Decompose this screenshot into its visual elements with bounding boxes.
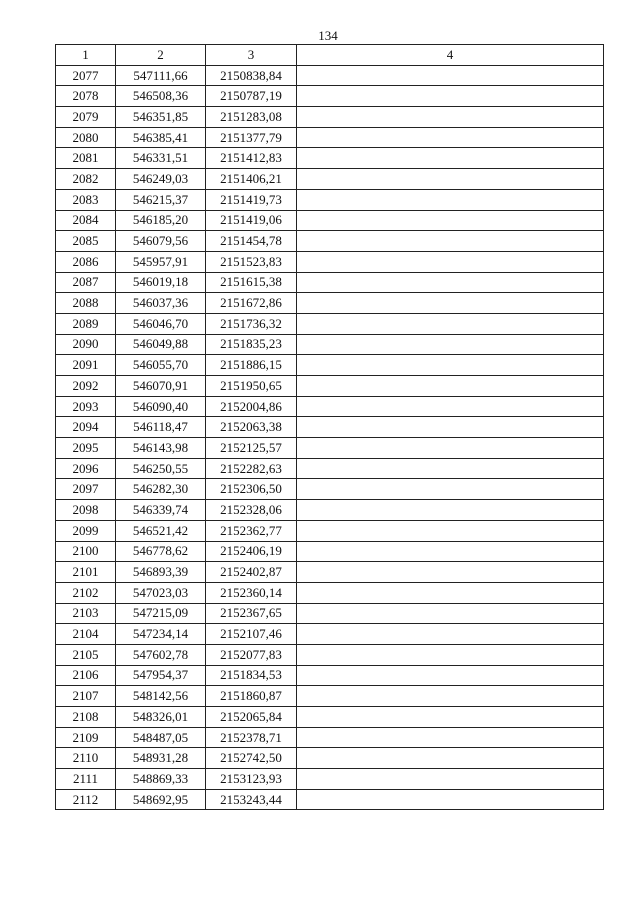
x-coordinate-cell: 546185,20 — [116, 210, 206, 231]
notes-cell — [297, 458, 604, 479]
table-row — [56, 313, 604, 334]
column-header-2: 2 — [116, 45, 206, 66]
table-row — [56, 127, 604, 148]
table-row — [56, 272, 604, 293]
point-number-cell: 2103 — [56, 603, 116, 624]
point-number-cell: 2094 — [56, 417, 116, 438]
x-coordinate-cell: 548142,56 — [116, 686, 206, 707]
x-coordinate-cell: 546521,42 — [116, 520, 206, 541]
y-coordinate-cell: 2151672,86 — [206, 293, 297, 314]
x-coordinate-cell: 546079,56 — [116, 231, 206, 252]
table-row — [56, 748, 604, 769]
notes-cell — [297, 417, 604, 438]
notes-cell — [297, 438, 604, 459]
y-coordinate-cell: 2152328,06 — [206, 500, 297, 521]
x-coordinate-cell: 546893,39 — [116, 562, 206, 583]
x-coordinate-cell: 548692,95 — [116, 789, 206, 810]
notes-cell — [297, 334, 604, 355]
notes-cell — [297, 313, 604, 334]
notes-cell — [297, 86, 604, 107]
table-row — [56, 479, 604, 500]
x-coordinate-cell: 546249,03 — [116, 169, 206, 190]
x-coordinate-cell: 546037,36 — [116, 293, 206, 314]
column-header-1: 1 — [56, 45, 116, 66]
x-coordinate-cell: 546143,98 — [116, 438, 206, 459]
notes-cell — [297, 769, 604, 790]
notes-cell — [297, 479, 604, 500]
notes-cell — [297, 500, 604, 521]
point-number-cell: 2101 — [56, 562, 116, 583]
point-number-cell: 2112 — [56, 789, 116, 810]
notes-cell — [297, 65, 604, 86]
coordinates-table — [55, 44, 604, 810]
y-coordinate-cell: 2151950,65 — [206, 376, 297, 397]
x-coordinate-cell: 546049,88 — [116, 334, 206, 355]
y-coordinate-cell: 2151377,79 — [206, 127, 297, 148]
x-coordinate-cell: 548869,33 — [116, 769, 206, 790]
x-coordinate-cell: 546778,62 — [116, 541, 206, 562]
table-row — [56, 231, 604, 252]
notes-cell — [297, 293, 604, 314]
table-row — [56, 624, 604, 645]
y-coordinate-cell: 2152282,63 — [206, 458, 297, 479]
x-coordinate-cell: 546282,30 — [116, 479, 206, 500]
y-coordinate-cell: 2151454,78 — [206, 231, 297, 252]
table-row — [56, 417, 604, 438]
point-number-cell: 2081 — [56, 148, 116, 169]
y-coordinate-cell: 2152065,84 — [206, 707, 297, 728]
x-coordinate-cell: 546339,74 — [116, 500, 206, 521]
point-number-cell: 2091 — [56, 355, 116, 376]
table-row — [56, 769, 604, 790]
table-row — [56, 65, 604, 86]
notes-cell — [297, 127, 604, 148]
notes-cell — [297, 189, 604, 210]
point-number-cell: 2102 — [56, 582, 116, 603]
x-coordinate-cell: 548487,05 — [116, 727, 206, 748]
table-row — [56, 189, 604, 210]
point-number-cell: 2090 — [56, 334, 116, 355]
notes-cell — [297, 376, 604, 397]
table-row — [56, 603, 604, 624]
notes-cell — [297, 148, 604, 169]
y-coordinate-cell: 2152378,71 — [206, 727, 297, 748]
notes-cell — [297, 748, 604, 769]
y-coordinate-cell: 2151886,15 — [206, 355, 297, 376]
point-number-cell: 2108 — [56, 707, 116, 728]
notes-cell — [297, 562, 604, 583]
notes-cell — [297, 644, 604, 665]
y-coordinate-cell: 2151736,32 — [206, 313, 297, 334]
notes-cell — [297, 541, 604, 562]
table-row — [56, 707, 604, 728]
table-row — [56, 334, 604, 355]
table-row — [56, 562, 604, 583]
y-coordinate-cell: 2152004,86 — [206, 396, 297, 417]
y-coordinate-cell: 2152125,57 — [206, 438, 297, 459]
table-row — [56, 789, 604, 810]
point-number-cell: 2082 — [56, 169, 116, 190]
x-coordinate-cell: 548931,28 — [116, 748, 206, 769]
table-row — [56, 396, 604, 417]
table-row — [56, 458, 604, 479]
notes-cell — [297, 355, 604, 376]
point-number-cell: 2111 — [56, 769, 116, 790]
point-number-cell: 2095 — [56, 438, 116, 459]
page-number: 134 — [318, 28, 338, 43]
point-number-cell: 2110 — [56, 748, 116, 769]
table-row — [56, 665, 604, 686]
x-coordinate-cell: 546070,91 — [116, 376, 206, 397]
y-coordinate-cell: 2151412,83 — [206, 148, 297, 169]
table-row — [56, 438, 604, 459]
x-coordinate-cell: 546055,70 — [116, 355, 206, 376]
y-coordinate-cell: 2150787,19 — [206, 86, 297, 107]
x-coordinate-cell: 547954,37 — [116, 665, 206, 686]
table-row — [56, 107, 604, 128]
point-number-cell: 2107 — [56, 686, 116, 707]
notes-cell — [297, 272, 604, 293]
point-number-cell: 2106 — [56, 665, 116, 686]
y-coordinate-cell: 2151283,08 — [206, 107, 297, 128]
point-number-cell: 2087 — [56, 272, 116, 293]
y-coordinate-cell: 2152107,46 — [206, 624, 297, 645]
point-number-cell: 2100 — [56, 541, 116, 562]
notes-cell — [297, 169, 604, 190]
x-coordinate-cell: 546090,40 — [116, 396, 206, 417]
table-row — [56, 500, 604, 521]
notes-cell — [297, 624, 604, 645]
table-body — [56, 65, 604, 810]
table-row — [56, 210, 604, 231]
notes-cell — [297, 686, 604, 707]
table-row — [56, 86, 604, 107]
point-number-cell: 2099 — [56, 520, 116, 541]
y-coordinate-cell: 2152402,87 — [206, 562, 297, 583]
x-coordinate-cell: 546331,51 — [116, 148, 206, 169]
notes-cell — [297, 582, 604, 603]
point-number-cell: 2078 — [56, 86, 116, 107]
table-row — [56, 148, 604, 169]
table-row — [56, 582, 604, 603]
y-coordinate-cell: 2151406,21 — [206, 169, 297, 190]
x-coordinate-cell: 546385,41 — [116, 127, 206, 148]
y-coordinate-cell: 2152362,77 — [206, 520, 297, 541]
x-coordinate-cell: 546250,55 — [116, 458, 206, 479]
point-number-cell: 2109 — [56, 727, 116, 748]
x-coordinate-cell: 547234,14 — [116, 624, 206, 645]
y-coordinate-cell: 2152367,65 — [206, 603, 297, 624]
notes-cell — [297, 231, 604, 252]
y-coordinate-cell: 2151419,06 — [206, 210, 297, 231]
point-number-cell: 2077 — [56, 65, 116, 86]
notes-cell — [297, 210, 604, 231]
x-coordinate-cell: 547111,66 — [116, 65, 206, 86]
notes-cell — [297, 603, 604, 624]
table-header-row — [56, 45, 604, 66]
x-coordinate-cell: 546019,18 — [116, 272, 206, 293]
x-coordinate-cell: 545957,91 — [116, 251, 206, 272]
y-coordinate-cell: 2152306,50 — [206, 479, 297, 500]
notes-cell — [297, 396, 604, 417]
y-coordinate-cell: 2152406,19 — [206, 541, 297, 562]
column-header-4: 4 — [297, 45, 604, 66]
point-number-cell: 2096 — [56, 458, 116, 479]
y-coordinate-cell: 2151615,38 — [206, 272, 297, 293]
y-coordinate-cell: 2151523,83 — [206, 251, 297, 272]
x-coordinate-cell: 546118,47 — [116, 417, 206, 438]
point-number-cell: 2105 — [56, 644, 116, 665]
point-number-cell: 2083 — [56, 189, 116, 210]
x-coordinate-cell: 546351,85 — [116, 107, 206, 128]
table-row — [56, 251, 604, 272]
y-coordinate-cell: 2151834,53 — [206, 665, 297, 686]
table-row — [56, 169, 604, 190]
point-number-cell: 2098 — [56, 500, 116, 521]
y-coordinate-cell: 2151860,87 — [206, 686, 297, 707]
point-number-cell: 2093 — [56, 396, 116, 417]
point-number-cell: 2079 — [56, 107, 116, 128]
notes-cell — [297, 727, 604, 748]
table-row — [56, 727, 604, 748]
y-coordinate-cell: 2153243,44 — [206, 789, 297, 810]
point-number-cell: 2084 — [56, 210, 116, 231]
point-number-cell: 2097 — [56, 479, 116, 500]
x-coordinate-cell: 547215,09 — [116, 603, 206, 624]
x-coordinate-cell: 546508,36 — [116, 86, 206, 107]
table-row — [56, 293, 604, 314]
x-coordinate-cell: 547023,03 — [116, 582, 206, 603]
column-header-3: 3 — [206, 45, 297, 66]
table-row — [56, 355, 604, 376]
notes-cell — [297, 520, 604, 541]
y-coordinate-cell: 2150838,84 — [206, 65, 297, 86]
x-coordinate-cell: 546046,70 — [116, 313, 206, 334]
x-coordinate-cell: 548326,01 — [116, 707, 206, 728]
x-coordinate-cell: 547602,78 — [116, 644, 206, 665]
table-row — [56, 520, 604, 541]
point-number-cell: 2086 — [56, 251, 116, 272]
point-number-cell: 2092 — [56, 376, 116, 397]
y-coordinate-cell: 2153123,93 — [206, 769, 297, 790]
table-row — [56, 541, 604, 562]
y-coordinate-cell: 2152077,83 — [206, 644, 297, 665]
notes-cell — [297, 665, 604, 686]
y-coordinate-cell: 2152063,38 — [206, 417, 297, 438]
y-coordinate-cell: 2151419,73 — [206, 189, 297, 210]
point-number-cell: 2089 — [56, 313, 116, 334]
table-row — [56, 376, 604, 397]
y-coordinate-cell: 2151835,23 — [206, 334, 297, 355]
y-coordinate-cell: 2152742,50 — [206, 748, 297, 769]
point-number-cell: 2085 — [56, 231, 116, 252]
table-row — [56, 644, 604, 665]
notes-cell — [297, 251, 604, 272]
notes-cell — [297, 789, 604, 810]
notes-cell — [297, 707, 604, 728]
x-coordinate-cell: 546215,37 — [116, 189, 206, 210]
point-number-cell: 2080 — [56, 127, 116, 148]
point-number-cell: 2088 — [56, 293, 116, 314]
y-coordinate-cell: 2152360,14 — [206, 582, 297, 603]
point-number-cell: 2104 — [56, 624, 116, 645]
table-row — [56, 686, 604, 707]
notes-cell — [297, 107, 604, 128]
